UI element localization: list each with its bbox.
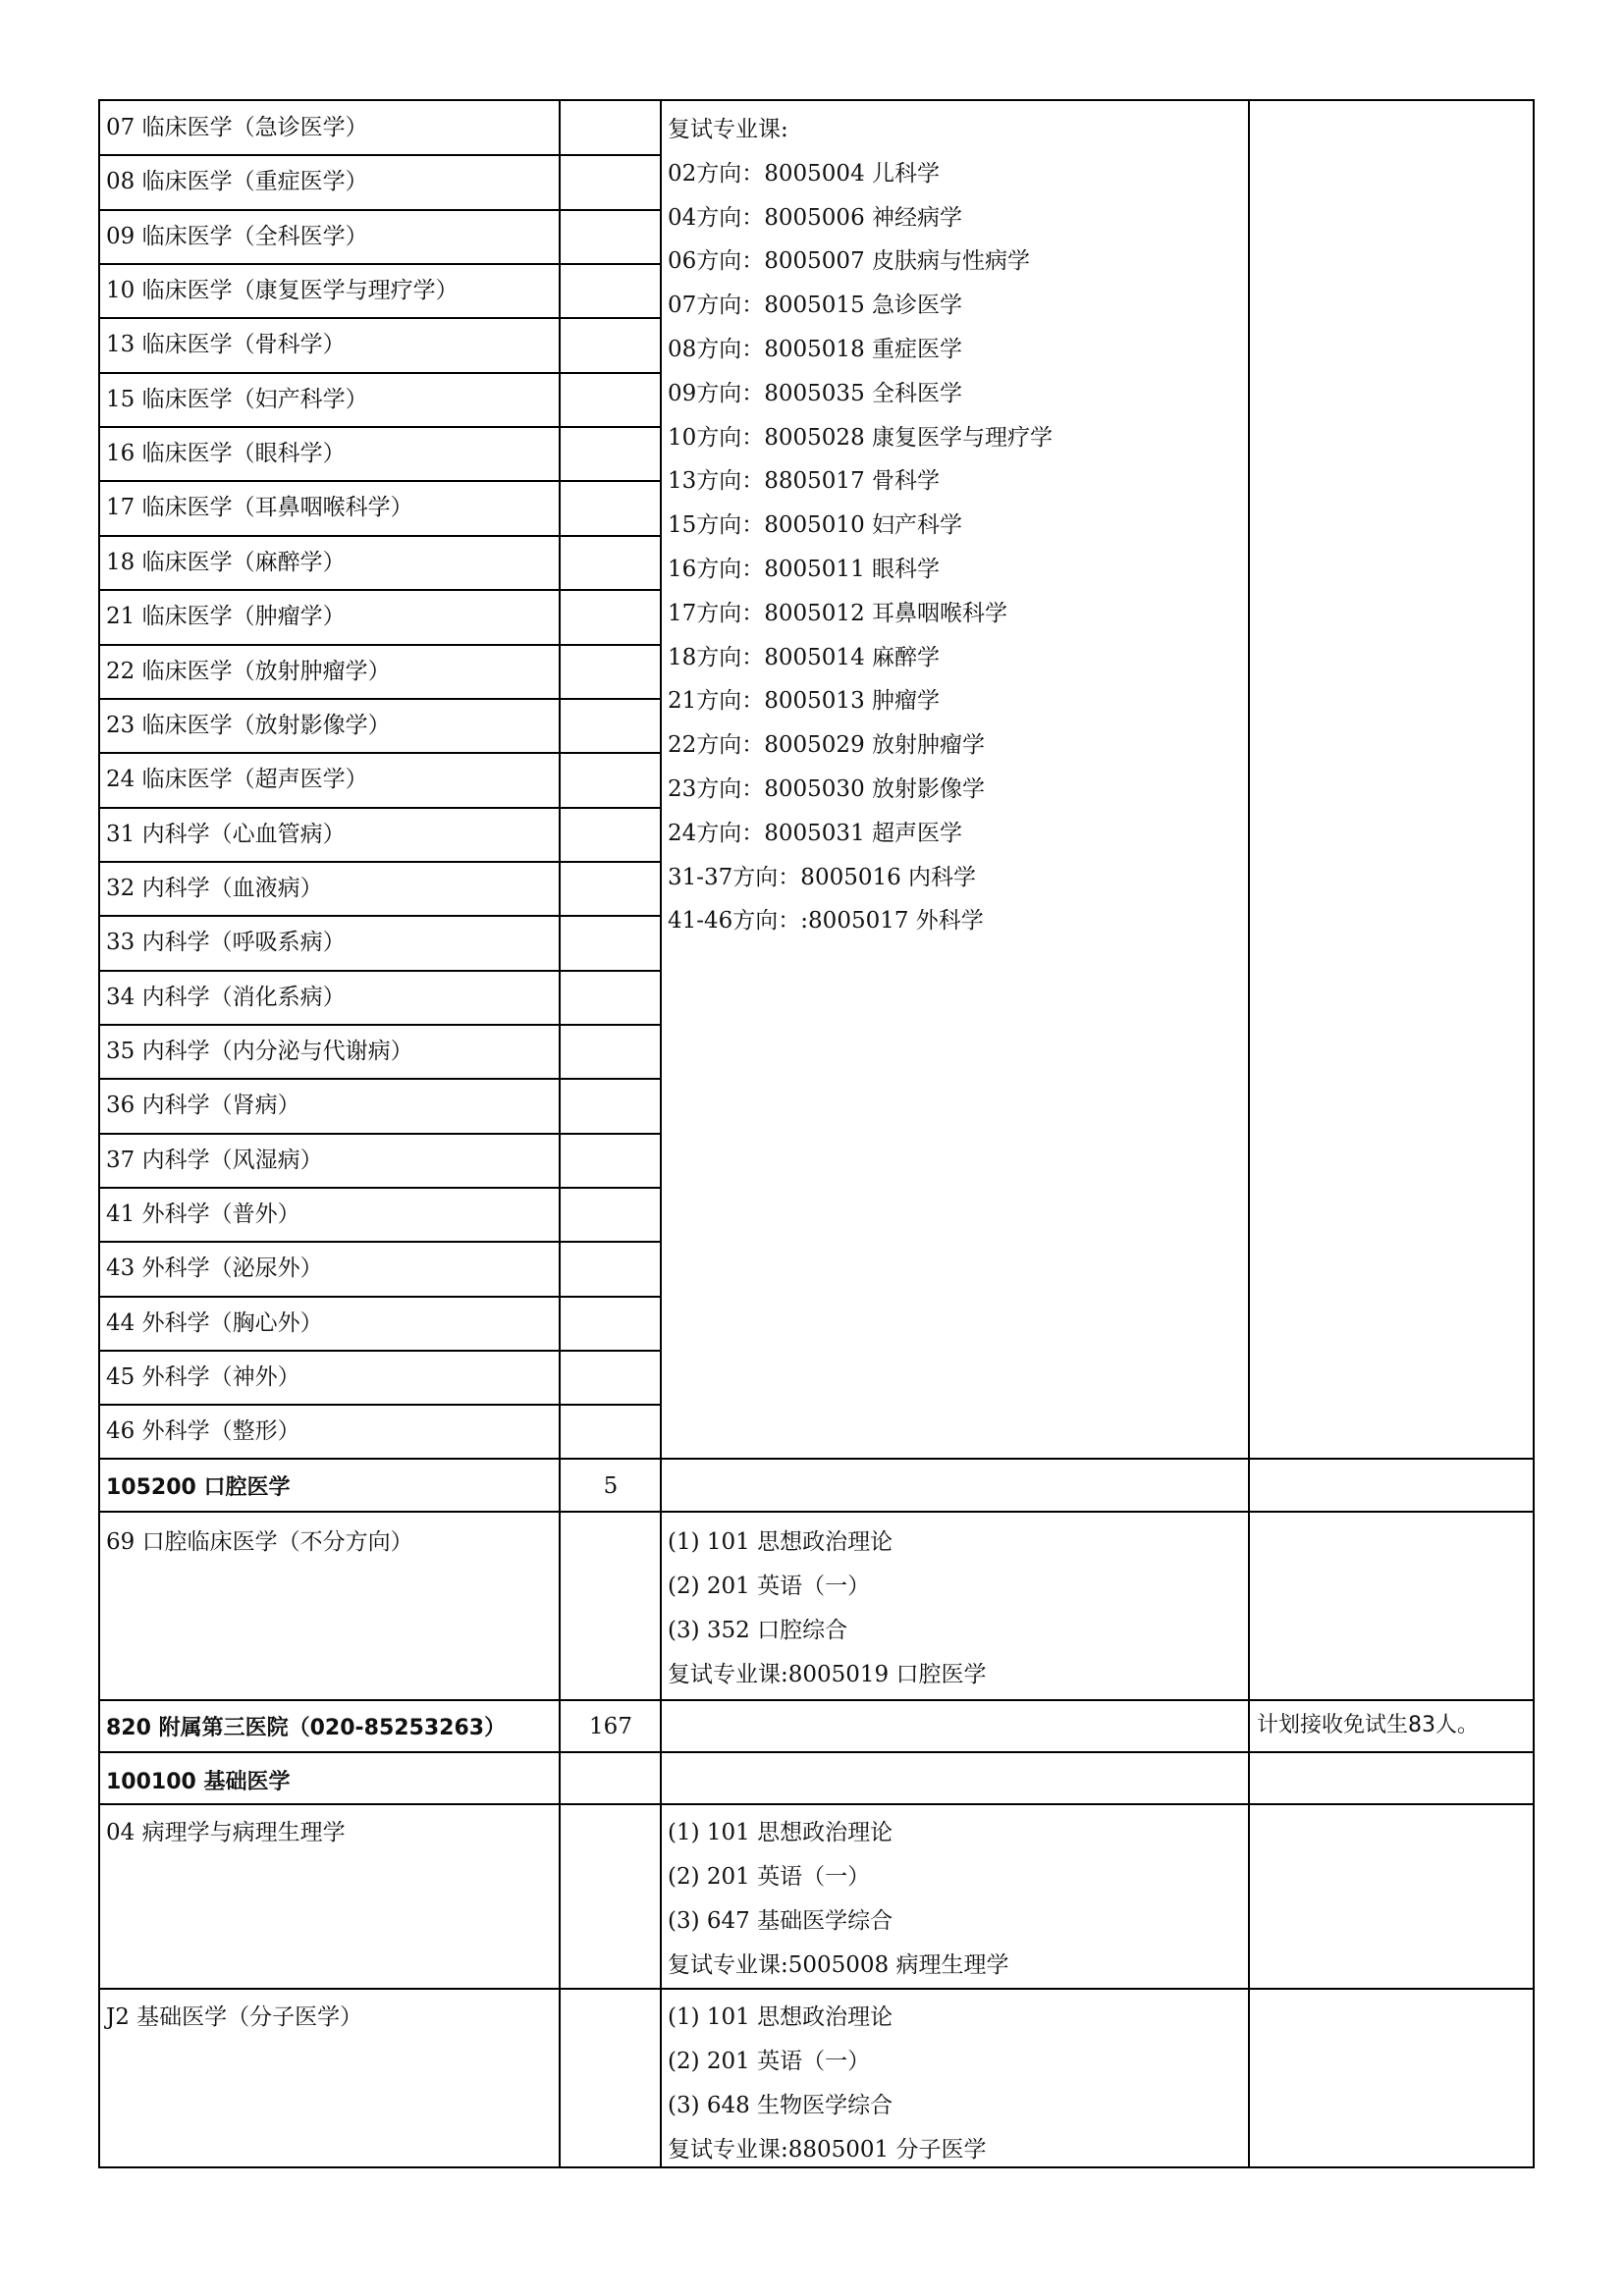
retest-course-line: 31-37方向：8005016 内科学 bbox=[668, 865, 977, 890]
row-divider-full bbox=[98, 1699, 1535, 1701]
direction-row-label: 17 临床医学（耳鼻咽喉科学） bbox=[106, 495, 413, 520]
row-divider bbox=[98, 209, 660, 211]
row-divider bbox=[98, 589, 660, 591]
retest-course-line: 02方向：8005004 儿科学 bbox=[668, 161, 941, 187]
row-divider bbox=[98, 426, 660, 428]
direction-69-exam-1: (1) 101 思想政治理论 bbox=[668, 1529, 893, 1555]
direction-04-name: 04 病理学与病理生理学 bbox=[106, 1820, 346, 1845]
direction-row-label: 15 临床医学（妇产科学） bbox=[106, 387, 368, 412]
direction-row-label: 24 临床医学（超声医学） bbox=[106, 767, 368, 792]
direction-row-label: 43 外科学（泌尿外） bbox=[106, 1255, 323, 1281]
retest-course-line: 22方向：8005029 放射肿瘤学 bbox=[668, 732, 986, 758]
row-divider bbox=[98, 480, 660, 482]
direction-row-label: 32 内科学（血液病） bbox=[106, 876, 323, 901]
row-divider bbox=[98, 535, 660, 537]
row-divider-full bbox=[98, 1988, 1535, 1990]
column-divider-exam bbox=[660, 99, 662, 2168]
retest-course-line: 18方向：8005014 麻醉学 bbox=[668, 645, 941, 670]
column-divider-quota bbox=[559, 99, 561, 2168]
direction-04-retest: 复试专业课:5005008 病理生理学 bbox=[668, 1952, 1009, 1978]
direction-J2-retest: 复试专业课:8805001 分子医学 bbox=[668, 2137, 987, 2163]
retest-course-line: 41-46方向：:8005017 外科学 bbox=[668, 908, 984, 934]
direction-04-exam-3: (3) 647 基础医学综合 bbox=[668, 1908, 893, 1934]
direction-row-label: 34 内科学（消化系病） bbox=[106, 985, 346, 1010]
direction-row-label: 18 临床医学（麻醉学） bbox=[106, 550, 346, 575]
row-divider bbox=[98, 644, 660, 646]
row-divider bbox=[98, 317, 660, 319]
direction-row-label: 44 外科学（胸心外） bbox=[106, 1310, 323, 1336]
retest-course-line: 07方向：8005015 急诊医学 bbox=[668, 293, 963, 318]
program-100100-name: 100100 基础医学 bbox=[106, 1770, 291, 1794]
retest-course-line: 09方向：8005035 全科医学 bbox=[668, 381, 963, 406]
direction-J2-exam-3: (3) 648 生物医学综合 bbox=[668, 2093, 893, 2118]
row-divider bbox=[98, 1187, 660, 1189]
direction-row-label: 23 临床医学（放射影像学） bbox=[106, 713, 391, 738]
row-divider bbox=[98, 263, 660, 265]
direction-row-label: 09 临床医学（全科医学） bbox=[106, 224, 368, 249]
retest-course-line: 24方向：8005031 超声医学 bbox=[668, 821, 963, 846]
row-divider bbox=[98, 1024, 660, 1026]
row-divider-full bbox=[98, 1511, 1535, 1513]
direction-row-label: 10 临床医学（康复医学与理疗学） bbox=[106, 278, 459, 303]
retest-course-line: 21方向：8005013 肿瘤学 bbox=[668, 688, 941, 714]
row-divider-full bbox=[98, 1751, 1535, 1753]
retest-course-line: 15方向：8005010 妇产科学 bbox=[668, 512, 963, 538]
retest-heading: 复试专业课: bbox=[668, 117, 788, 142]
row-divider-full bbox=[98, 1803, 1535, 1805]
direction-row-label: 13 临床医学（骨科学） bbox=[106, 332, 346, 357]
direction-J2-exam-2: (2) 201 英语（一） bbox=[668, 2049, 871, 2074]
retest-course-line: 10方向：8005028 康复医学与理疗学 bbox=[668, 425, 1054, 451]
row-divider bbox=[98, 970, 660, 972]
retest-course-line: 04方向：8005006 神经病学 bbox=[668, 205, 963, 231]
row-divider bbox=[98, 807, 660, 809]
direction-69-exam-3: (3) 352 口腔综合 bbox=[668, 1618, 848, 1643]
direction-04-exam-2: (2) 201 英语（一） bbox=[668, 1864, 871, 1890]
direction-row-label: 46 外科学（整形） bbox=[106, 1418, 300, 1444]
row-divider bbox=[98, 1241, 660, 1243]
row-divider bbox=[98, 915, 660, 917]
direction-row-label: 08 临床医学（重症医学） bbox=[106, 169, 368, 194]
row-divider bbox=[98, 154, 660, 156]
direction-row-label: 41 外科学（普外） bbox=[106, 1201, 300, 1227]
retest-course-line: 06方向：8005007 皮肤病与性病学 bbox=[668, 248, 1031, 274]
row-divider bbox=[98, 1404, 660, 1406]
row-divider bbox=[98, 372, 660, 374]
direction-04-exam-1: (1) 101 思想政治理论 bbox=[668, 1820, 893, 1845]
row-divider bbox=[98, 1296, 660, 1298]
retest-course-line: 23方向：8005030 放射影像学 bbox=[668, 776, 986, 802]
direction-row-label: 37 内科学（风湿病） bbox=[106, 1148, 323, 1173]
direction-row-label: 35 内科学（内分泌与代谢病） bbox=[106, 1039, 413, 1064]
direction-row-label: 33 内科学（呼吸系病） bbox=[106, 930, 346, 955]
direction-69-exam-2: (2) 201 英语（一） bbox=[668, 1574, 871, 1599]
unit-820-quota: 167 bbox=[589, 1714, 632, 1739]
row-divider bbox=[98, 752, 660, 754]
direction-69-retest: 复试专业课:8005019 口腔医学 bbox=[668, 1662, 987, 1687]
retest-course-line: 16方向：8005011 眼科学 bbox=[668, 557, 941, 582]
column-divider-note bbox=[1248, 99, 1250, 2168]
direction-row-label: 21 临床医学（肿瘤学） bbox=[106, 604, 346, 629]
unit-820-note: 计划接收免试生83人。 bbox=[1257, 1713, 1479, 1737]
retest-course-line: 13方向：8805017 骨科学 bbox=[668, 468, 941, 494]
direction-69-name: 69 口腔临床医学（不分方向） bbox=[106, 1529, 413, 1555]
direction-row-label: 07 临床医学（急诊医学） bbox=[106, 115, 368, 140]
program-105200-quota: 5 bbox=[603, 1473, 619, 1499]
retest-course-line: 17方向：8005012 耳鼻咽喉科学 bbox=[668, 601, 1008, 626]
retest-course-line: 08方向：8005018 重症医学 bbox=[668, 337, 963, 362]
direction-row-label: 45 外科学（神外） bbox=[106, 1364, 300, 1390]
row-divider bbox=[98, 1350, 660, 1352]
direction-row-label: 31 内科学（心血管病） bbox=[106, 822, 346, 847]
direction-row-label: 16 临床医学（眼科学） bbox=[106, 441, 346, 466]
unit-820-name: 820 附属第三医院（020-85253263） bbox=[106, 1716, 507, 1740]
program-105200-name: 105200 口腔医学 bbox=[106, 1475, 291, 1500]
row-divider bbox=[98, 698, 660, 700]
direction-J2-name: J2 基础医学（分子医学） bbox=[106, 2004, 363, 2030]
direction-row-label: 22 临床医学（放射肿瘤学） bbox=[106, 659, 391, 684]
row-divider-full bbox=[98, 1458, 1535, 1460]
row-divider bbox=[98, 861, 660, 863]
row-divider bbox=[98, 1078, 660, 1080]
direction-row-label: 36 内科学（肾病） bbox=[106, 1093, 300, 1118]
direction-J2-exam-1: (1) 101 思想政治理论 bbox=[668, 2004, 893, 2030]
row-divider bbox=[98, 1133, 660, 1135]
